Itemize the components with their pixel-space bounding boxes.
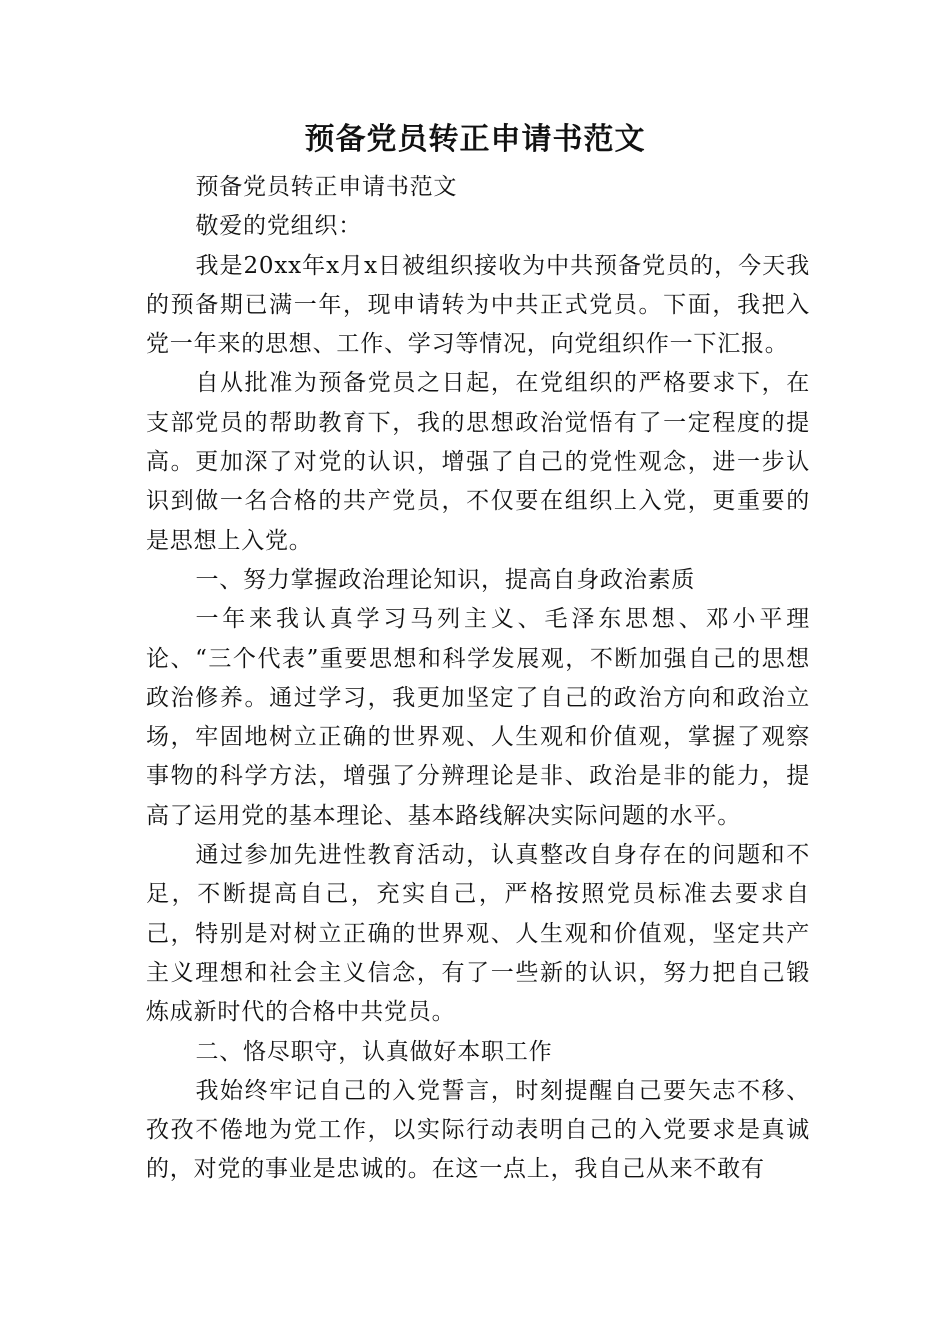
document-body xyxy=(146,168,810,1190)
document-title: 预备党员转正申请书范文 xyxy=(304,122,646,157)
section-heading-theory: 一、努力掌握政治理论知识，提高自身政治素质 xyxy=(195,566,696,593)
paragraph-salutation: 敬爱的党组织： xyxy=(195,213,363,240)
paragraph-progress: 自从批准为预备党员之日起，在党组织的严格要求下，在支部党员的帮助教育下，我的思想政治觉悟有了一定程度的提高。更加深了对党的认识，增强了自己的党性观念，进一步认识到做一名合格的共产党员，不仅要在组织上入党，更重要的是思想上入党。 xyxy=(146,370,810,554)
section-heading-work: 二、恪尽职守，认真做好本职工作 xyxy=(195,1038,553,1065)
paragraph-theory-study: 一年来我认真学习马列主义、毛泽东思想、邓小平理论、“三个代表”重要思想和科学发展观，不断加强自己的思想政治修养。通过学习，我更加坚定了自己的政治方向和政治立场，牢固地树立正确的世界观、人生观和价值观，掌握了观察事物的科学方法，增强了分辨理论是非、政治是非的能力，提高了运用党的基本理论、基本路线解决实际问题的水平。 xyxy=(146,606,810,829)
paragraph-intro: 我是20xx年x月x日被组织接收为中共预备党员的，今天我的预备期已满一年，现申请转为中共正式党员。下面，我把入党一年来的思想、工作、学习等情况，向党组织作一下汇报。 xyxy=(146,252,810,358)
paragraph-work-oath: 我始终牢记自己的入党誓言，时刻提醒自己要矢志不移、孜孜不倦地为党工作，以实际行动表明自己的入党要求是真诚的，对党的事业是忠诚的。在这一点上，我自己从来不敢有 xyxy=(146,1077,810,1183)
paragraph-subtitle: 预备党员转正申请书范文 xyxy=(195,174,458,200)
paragraph-education-activity: 通过参加先进性教育活动，认真整改自身存在的问题和不足，不断提高自己，充实自己，严格按照党员标准去要求自己，特别是对树立正确的世界观、人生观和价值观，坚定共产主义理想和社会主义信念，有了一些新的认识，努力把自己锻炼成新时代的合格中共党员。 xyxy=(146,842,810,1026)
